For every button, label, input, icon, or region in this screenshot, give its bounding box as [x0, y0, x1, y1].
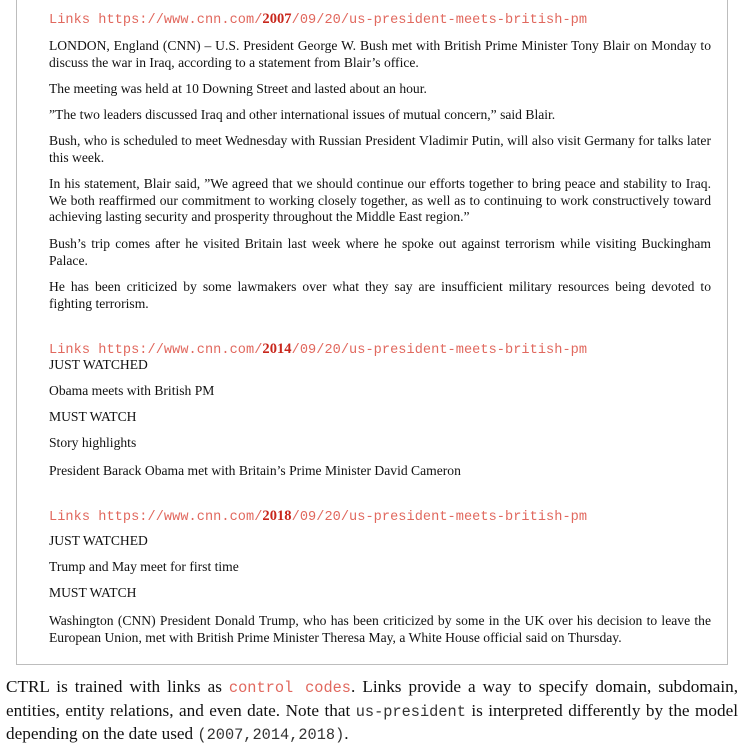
caption-text: is interpreted differently by the model depending on the date used: [6, 700, 738, 743]
link-suffix: /09/20/us-president-meets-british-pm: [291, 510, 588, 525]
paragraph: Trump and May meet for first time: [49, 559, 239, 574]
paragraph: Bush’s trip comes after he visited Britain last week where he spoke out against terrorism while visiting Buckingham Palace.: [49, 236, 711, 268]
link-prefix: Links https://www.cnn.com/: [49, 13, 263, 28]
link-suffix: /09/20/us-president-meets-british-pm: [291, 13, 588, 28]
paragraph: Obama meets with British PM: [49, 383, 215, 398]
caption-code: control codes: [228, 679, 351, 697]
paragraph: LONDON, England (CNN) – U.S. President George W. Bush met with British Prime Minister Tony Blair on Monday to discuss the war in Iraq, according to a statement from Blair’s office.: [49, 38, 711, 70]
caption-text: .: [344, 724, 349, 743]
paragraph: MUST WATCH: [49, 409, 137, 424]
paragraph: He has been criticized by some lawmakers over what they say are insufficient military resources being devoted to fighting terrorism.: [49, 279, 711, 311]
link-prefix: Links https://www.cnn.com/: [49, 343, 263, 358]
link-suffix: /09/20/us-president-meets-british-pm: [291, 343, 588, 358]
control-code-link: [49, 341, 711, 358]
caption-code: (2007,2014,2018): [197, 726, 345, 744]
paragraph: JUST WATCHED: [49, 533, 148, 548]
paragraph: Washington (CNN) President Donald Trump, who has been criticized by some in the UK over his decision to leave the European Union, met with British Prime Minister Theresa May, a White House official said on Thursday.: [49, 613, 711, 645]
caption-text: . Links provide a way to specify domain, subdomain, entities, entity relations, and even date. Note that: [6, 677, 738, 720]
link-year: 2007: [262, 11, 292, 27]
paragraph: In his statement, Blair said, ”We agreed that we should continue our efforts together to bring peace and stability to Iraq. We both reaffirmed our commitment to working closely together, as well as to continuing to work constructively toward achieving lasting security and prosperity throughout the Middle East region.”: [49, 176, 711, 224]
paragraph: Story highlights: [49, 435, 137, 450]
paragraph: ”The two leaders discussed Iraq and other international issues of mutual concern,” said Blair.: [49, 107, 556, 122]
link-year: 2018: [262, 508, 292, 524]
paragraph: President Barack Obama met with Britain’s Prime Minister David Cameron: [49, 463, 461, 478]
paragraph: The meeting was held at 10 Downing Street and lasted about an hour.: [49, 81, 427, 96]
example-2014: [49, 341, 711, 358]
control-code-link: [49, 508, 711, 525]
paragraph: MUST WATCH: [49, 585, 137, 600]
figure-caption: [6, 676, 738, 747]
caption-text: CTRL is trained with links as: [6, 677, 229, 696]
control-code-link: [49, 11, 711, 28]
paragraph: JUST WATCHED: [49, 357, 148, 372]
example-2007: [49, 11, 711, 28]
paragraph: Bush, who is scheduled to meet Wednesday with Russian President Vladimir Putin, will also visit Germany for talks later this week.: [49, 133, 711, 165]
link-prefix: Links https://www.cnn.com/: [49, 510, 263, 525]
caption-code: us-president: [355, 702, 466, 721]
example-2018: [49, 508, 711, 525]
link-year: 2014: [262, 341, 292, 357]
